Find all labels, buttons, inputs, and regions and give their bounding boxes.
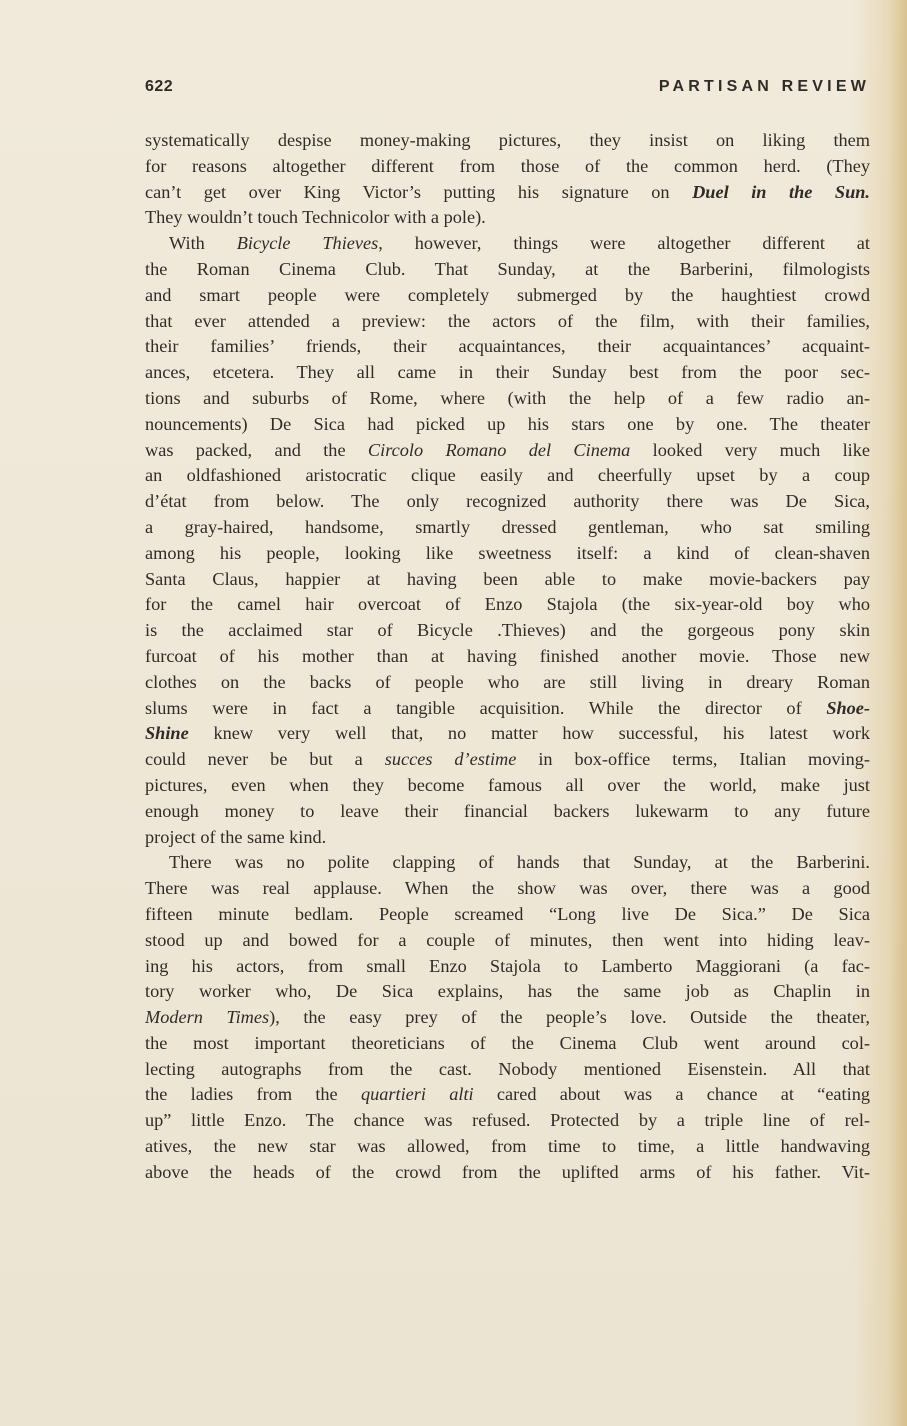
paragraph (145, 128, 870, 231)
text-line: enough money to leave their financial backers lukewarm to any future (145, 800, 870, 821)
text-line: up” little Enzo. The chance was refused. Protected by a triple line of rel- (145, 1110, 870, 1131)
text-line: Shine knew very well that, no matter how successful, his latest work (145, 723, 870, 744)
text-line: among his people, looking like sweetness itself: a kind of clean-shaven (145, 542, 870, 563)
text-line: lecting autographs from the cast. Nobody mentioned Eisenstein. All that (145, 1058, 870, 1079)
foreign-phrase: quartieri alti (360, 1084, 474, 1105)
film-title: Modern Times (145, 1007, 270, 1028)
text-line: is the acclaimed star of Bicycle .Thieves) and the gorgeous pony skin (145, 620, 870, 641)
text-line: stood up and bowed for a couple of minutes, then went into hiding leav- (145, 929, 870, 950)
text-line: for the camel hair overcoat of Enzo Stajola (the six-year-old boy who (145, 594, 870, 615)
film-title: Duel in the Sun. (692, 181, 870, 202)
text-line: slums were in fact a tangible acquisition. While the director of Shoe- (145, 697, 870, 718)
paragraph (145, 231, 870, 850)
text-line: that ever attended a preview: the actors of the film, with their families, (145, 310, 870, 331)
text-line: furcoat of his mother than at having finished another movie. Those new (145, 645, 870, 666)
text-line: fifteen minute bedlam. People screamed “Long live De Sica.” De Sica (145, 903, 870, 924)
text-line: Modern Times), the easy prey of the people’s love. Outside the theater, (145, 1007, 870, 1028)
body-text (145, 128, 870, 1186)
text-line: and smart people were completely submerged by the haughtiest crowd (145, 284, 870, 305)
text-line: the most important theoreticians of the Cinema Club went around col- (145, 1032, 870, 1053)
film-title: Shoe- (826, 697, 870, 718)
paragraph (145, 850, 870, 1185)
text-line: above the heads of the crowd from the uplifted arms of his father. Vit- (145, 1161, 870, 1182)
film-title: Bicycle Thieves, (236, 233, 383, 254)
foreign-phrase: succes d’estime (384, 749, 517, 770)
text-line: ances, etcetera. They all came in their Sunday best from the poor sec- (145, 362, 870, 383)
text-line: With Bicycle Thieves, however, things were altogether different at (169, 233, 870, 254)
text-line: their families’ friends, their acquaintances, their acquaintances’ acquaint- (145, 336, 870, 357)
journal-title: PARTISAN REVIEW (658, 78, 870, 95)
text-line: atives, the new star was allowed, from time to time, a little handwaving (145, 1136, 870, 1157)
text-line: tory worker who, De Sica explains, has the same job as Chaplin in (145, 981, 870, 1002)
film-title: Shine (145, 723, 189, 744)
text-line: a gray-haired, handsome, smartly dressed gentleman, who sat smiling (145, 516, 870, 537)
club-name: Circolo Romano del Cinema (367, 439, 631, 460)
running-header (145, 78, 870, 102)
text-line: systematically despise money-making pictures, they insist on liking them (145, 130, 870, 150)
text-line: ing his actors, from small Enzo Stajola to Lamberto Maggiorani (a fac- (145, 955, 870, 976)
text-line: Santa Claus, happier at having been able to make movie-backers pay (145, 568, 870, 589)
text-line: was packed, and the Circolo Romano del Cinema looked very much like (145, 439, 870, 460)
text-line: d’état from below. The only recognized authority there was De Sica, (145, 491, 870, 512)
text-line: nouncements) De Sica had picked up his stars one by one. The theater (145, 413, 870, 434)
text-line: an oldfashioned aristocratic clique easily and cheerfully upset by a coup (145, 465, 870, 486)
text-line: for reasons altogether different from those of the common herd. (They (145, 155, 870, 176)
text-line: pictures, even when they become famous all over the world, make just (145, 774, 870, 795)
text-line: There was real applause. When the show was over, there was a good (145, 878, 870, 899)
text-line: project of the same kind. (145, 826, 327, 847)
text-line: There was no polite clapping of hands that Sunday, at the Barberini. (169, 852, 870, 873)
text-line: tions and suburbs of Rome, where (with the help of a few radio an- (145, 387, 870, 408)
text-line: can’t get over King Victor’s putting his signature on Duel in the Sun. (145, 181, 870, 202)
text-line: the Roman Cinema Club. That Sunday, at the Barberini, filmologists (145, 258, 870, 279)
text-line: clothes on the backs of people who are still living in dreary Roman (145, 671, 870, 692)
text-line: They wouldn’t touch Technicolor with a pole). (145, 207, 486, 228)
text-line: the ladies from the quartieri alti cared about was a chance at “eating (145, 1084, 870, 1105)
page-number: 622 (145, 78, 174, 95)
text-line: could never be but a succes d’estime in box-office terms, Italian moving- (145, 749, 870, 770)
